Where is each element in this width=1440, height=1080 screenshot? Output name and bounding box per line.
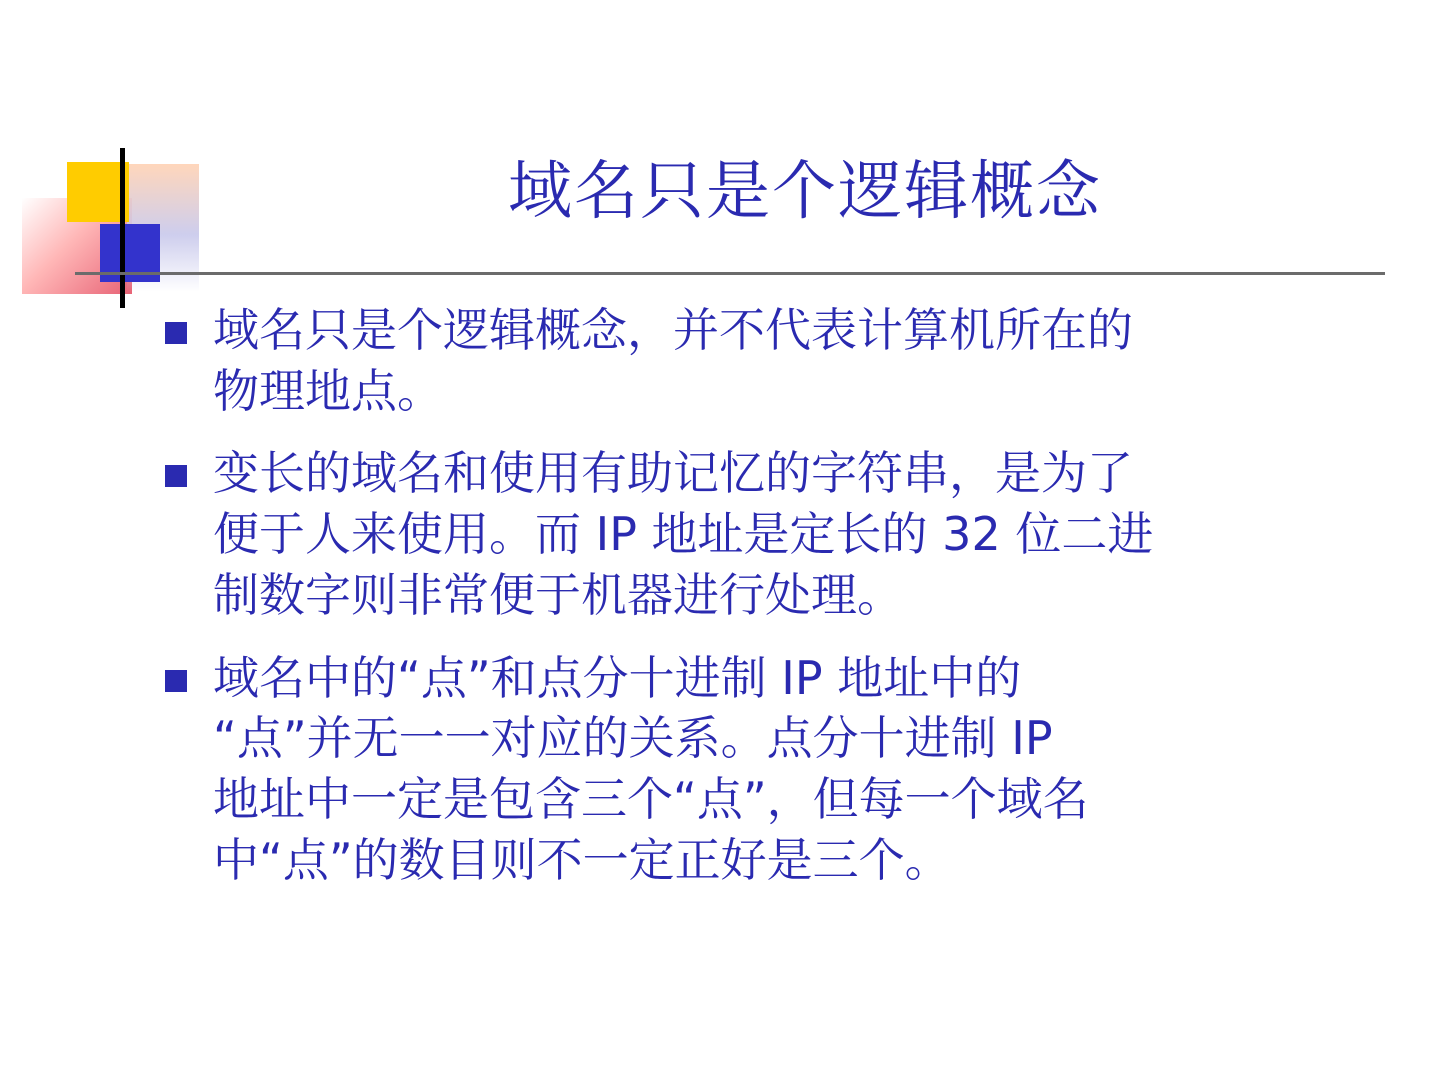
list-item-text	[213, 300, 1380, 421]
list-item	[165, 648, 1380, 891]
bullet-list	[165, 300, 1380, 912]
list-item-text	[213, 648, 1380, 891]
list-item-line: 便于人来使用。而 IP 地址是定长的 32 位二进	[213, 507, 1154, 562]
list-item-line: 域名只是个逻辑概念，并不代表计算机所在的	[213, 303, 1133, 357]
list-item-text	[213, 443, 1380, 625]
list-item-line: “点”并无一一对应的关系。点分十进制 IP	[213, 711, 1053, 766]
bullet-square-icon	[165, 670, 187, 692]
list-item	[165, 443, 1380, 625]
list-item-line: 物理地点。	[213, 363, 443, 418]
title-divider	[75, 272, 1385, 275]
logo-vertical-line	[120, 148, 125, 308]
page-title: 域名只是个逻辑概念	[508, 155, 1102, 229]
list-item-line: 变长的域名和使用有助记忆的字符串，是为了	[213, 446, 1133, 501]
list-item-line: 地址中一定是包含三个“点”，但每一个域名	[213, 772, 1089, 827]
decorative-logo	[22, 148, 202, 308]
bullet-square-icon	[165, 322, 187, 344]
list-item-line: 域名中的“点”和点分十进制 IP 地址中的	[213, 650, 1022, 705]
list-item-line: 制数字则非常便于机器进行处理。	[213, 567, 903, 622]
bullet-square-icon	[165, 465, 187, 487]
list-item	[165, 300, 1380, 421]
list-item-line: 中“点”的数目则不一定正好是三个。	[213, 832, 951, 887]
